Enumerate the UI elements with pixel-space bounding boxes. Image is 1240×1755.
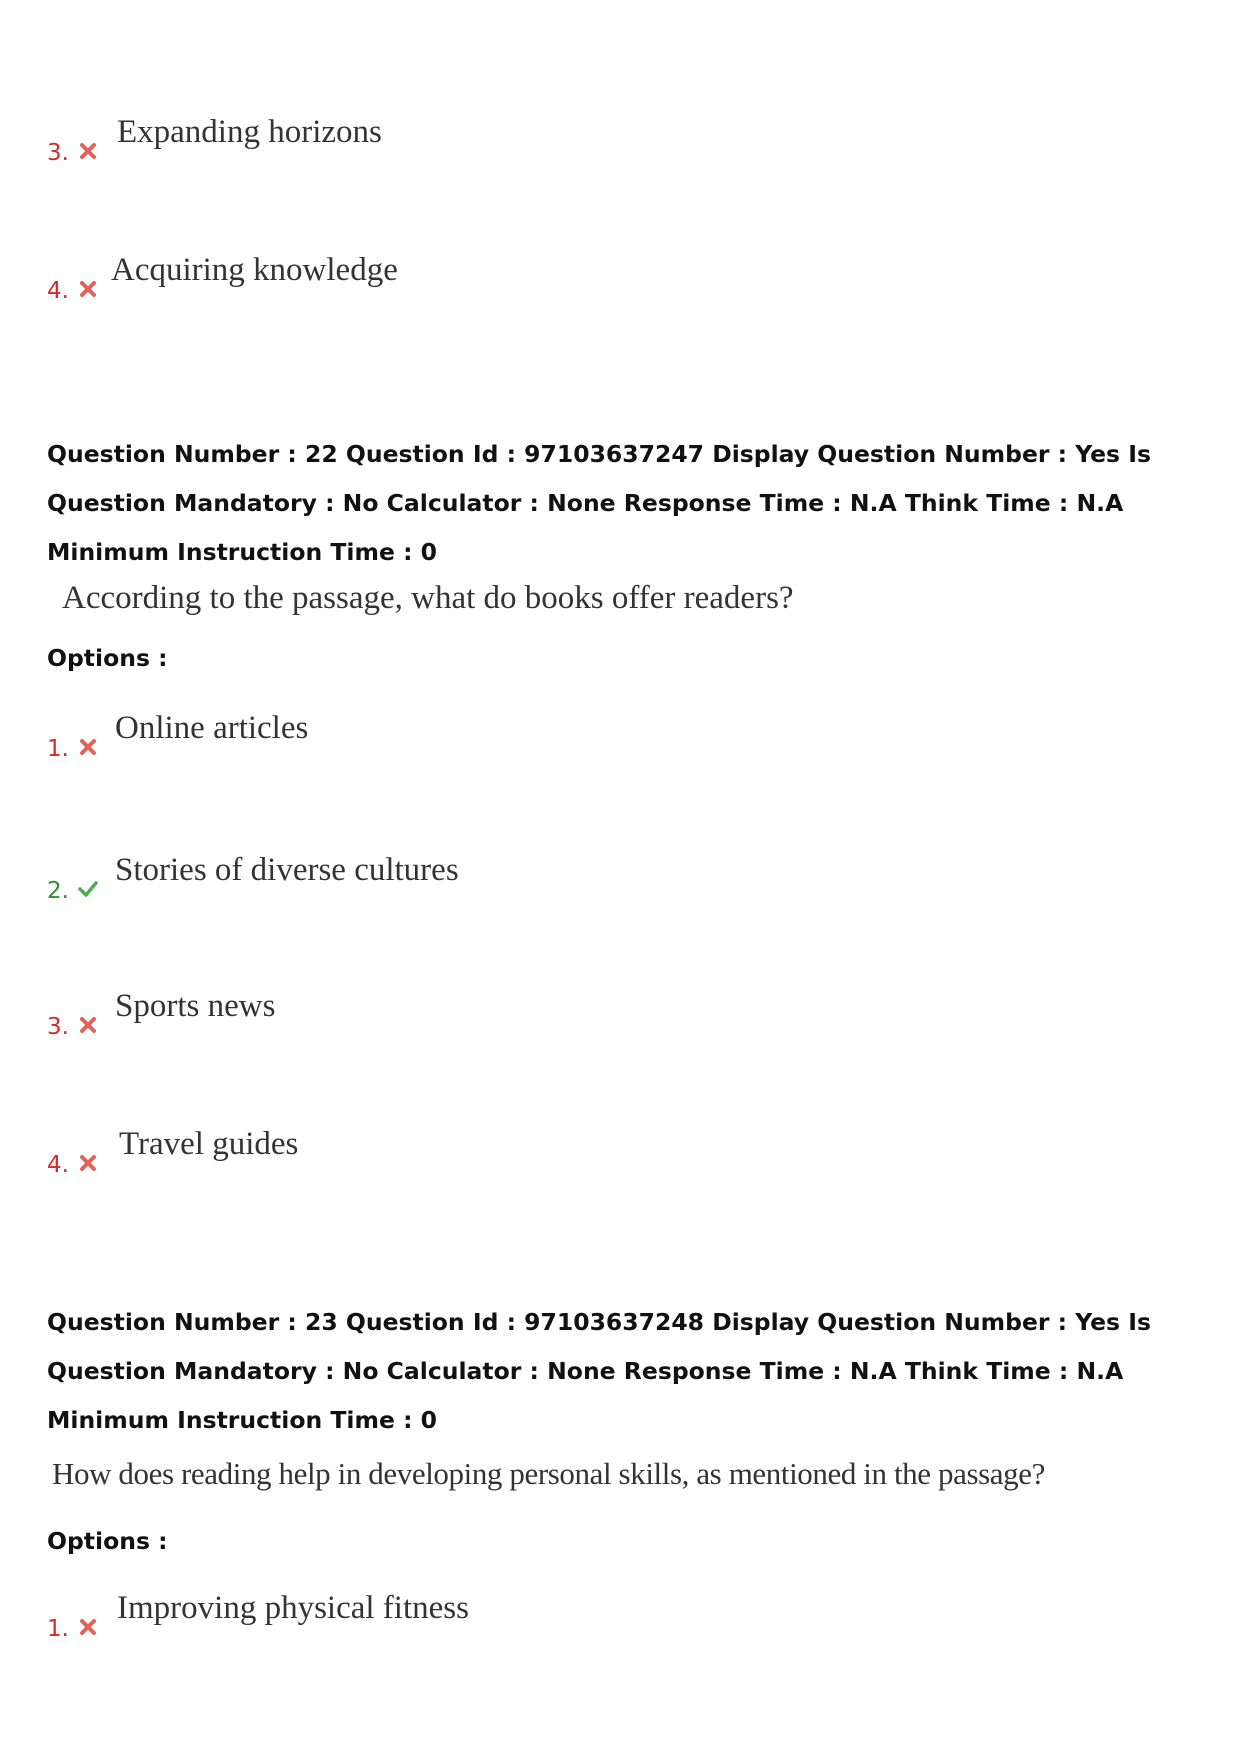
options-label: Options : [47,644,168,672]
option-4 [47,1124,1047,1184]
option-number: 4. [47,278,69,304]
check-icon [77,878,99,900]
option-text: Stories of diverse cultures [115,852,459,888]
option-text: Travel guides [119,1126,299,1162]
option-text: Improving physical fitness [117,1590,469,1626]
option-number: 3. [47,1014,69,1040]
cross-icon [77,1014,99,1036]
option-number: 2. [47,878,69,904]
option-text: Sports news [115,988,276,1024]
option-number: 4. [47,1152,69,1178]
option-number: 1. [47,736,69,762]
option-1 [47,708,1047,768]
option-3 [47,986,1047,1046]
cross-icon [77,140,99,162]
cross-icon [77,1152,99,1174]
option-3 [47,112,1047,172]
cross-icon [77,736,99,758]
question-metadata: Question Number : 22 Question Id : 97103637247 Display Question Number : Yes Is Question Mandatory : No Calculator : None Response Time : N.A Think Time : N.A Minimum Instruction Time : 0 [47,440,1151,566]
cross-icon [77,278,99,300]
option-text: Expanding horizons [117,114,382,150]
cross-icon [77,1616,99,1638]
option-text: Online articles [115,710,309,746]
option-4 [47,250,1047,310]
question-text: How does reading help in developing personal skills, as mentioned in the passage? [52,1456,1045,1491]
option-2 [47,850,1047,910]
option-1 [47,1588,1047,1648]
question-metadata: Question Number : 23 Question Id : 97103637248 Display Question Number : Yes Is Question Mandatory : No Calculator : None Response Time : N.A Think Time : N.A Minimum Instruction Time : 0 [47,1308,1151,1434]
question-text: According to the passage, what do books offer readers? [62,580,794,616]
option-number: 1. [47,1616,69,1642]
options-label: Options : [47,1527,168,1555]
option-text: Acquiring knowledge [111,252,398,288]
option-number: 3. [47,140,69,166]
